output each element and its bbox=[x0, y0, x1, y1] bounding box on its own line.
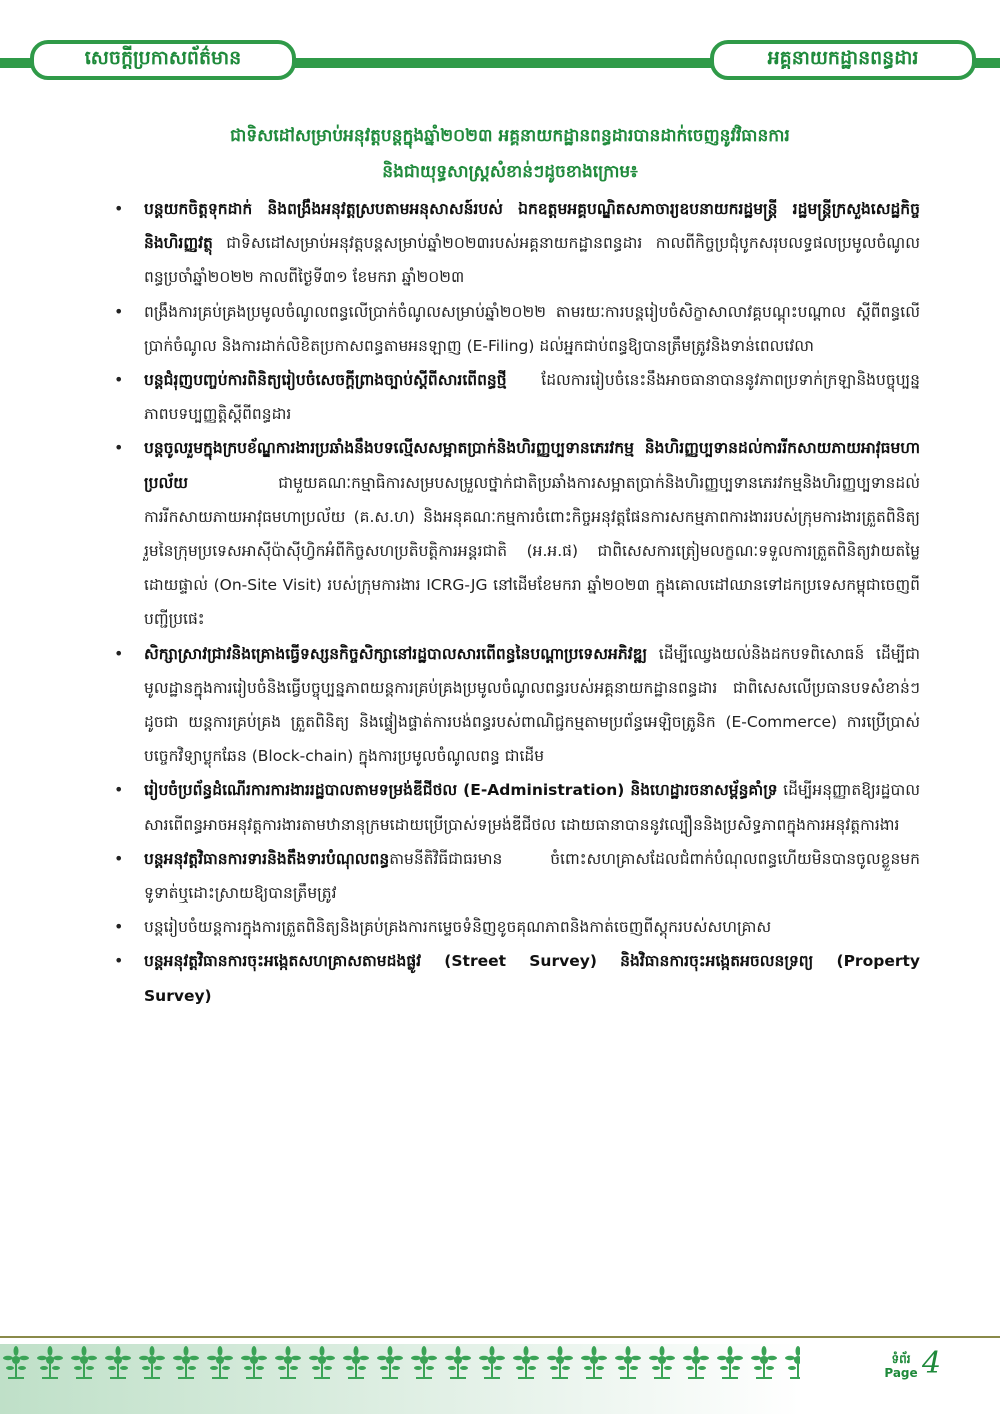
measures-list bbox=[110, 192, 920, 1013]
item-text: ពង្រឹងការគ្រប់គ្រងប្រមូលចំណូលពន្ធលើប្រាក់ចំណូលសម្រាប់ឆ្នាំ២០២២ តាមរយៈការបន្តរៀបចំសិក្ខាសាលាវគ្គបណ្តុះបណ្តាល ស្តីពីពន្ធលើប្រាក់ចំណូល និងការដាក់លិខិតប្រកាសពន្ធតាមអនឡាញ (E-Filing) ដល់អ្នកជាប់ពន្ធឱ្យបានត្រឹមត្រូវនិងទាន់ពេលវេលា bbox=[144, 302, 920, 355]
bullet-icon: • bbox=[114, 780, 124, 800]
intro-line-1: ជាទិសដៅសម្រាប់អនុវត្តបន្តក្នុងឆ្នាំ២០២៣ អគ្គនាយកដ្ឋានពន្ធដារបានដាក់ចេញនូវវិធានការ bbox=[230, 126, 790, 146]
list-item bbox=[110, 773, 920, 841]
ornament-icon bbox=[102, 1344, 134, 1386]
header-tab-department-label: អគ្គនាយកដ្ឋានពន្ធដារ bbox=[767, 47, 919, 69]
ornament-icon bbox=[510, 1344, 542, 1386]
ornament-icon bbox=[306, 1344, 338, 1386]
item-text: ជាមួយគណៈកម្មាធិការសម្របសម្រួលថ្នាក់ជាតិប្រឆាំងការសម្អាតប្រាក់និងហិរញ្ញប្បទានភេរវកម្មនិងហិរញ្ញប្បទានដល់ការរីកសាយភាយអាវុធមហាប្រល័យ (គ.ស.ហ) និងអនុគណៈកម្មការចំពោះកិច្ចអនុវត្តផែនការសកម្មភាពការងាររបស់ក្រុមការងារត្រួតពិនិត្យរួមនៃក្រុមប្រទេសអាស៊ីប៉ាស៊ីហ្វិកអំពីកិច្ចសហប្រតិបត្តិការអន្តរជាតិ (អ.អ.ផ) ជាពិសេសការត្រៀមលក្ខណៈទទួលការត្រួតពិនិត្យវាយតម្លៃដោយផ្ទាល់ (On-Site Visit) របស់ក្រុមការងារ ICRG-JG នៅដើមខែមករា ឆ្នាំ២០២៣ ក្នុងគោលដៅឈានទៅដកប្រទេសកម្ពុជាចេញពីបញ្ជីប្រផេះ bbox=[144, 473, 920, 629]
bullet-icon: • bbox=[114, 917, 124, 937]
list-item bbox=[110, 910, 920, 944]
bullet-icon: • bbox=[114, 438, 124, 458]
item-bold-text: បន្តអនុវត្តវិធានការទារនិងតឹងទារបំណុលពន្ធ bbox=[144, 849, 390, 868]
footer-ornament-row bbox=[0, 1344, 800, 1386]
list-item bbox=[110, 842, 920, 910]
list-item bbox=[110, 431, 920, 636]
item-text: ជាទិសដៅសម្រាប់អនុវត្តបន្តសម្រាប់ឆ្នាំ២០២៣របស់អគ្គនាយកដ្ឋានពន្ធដារ កាលពីកិច្ចប្រជុំបូកសរុបលទ្ធផលប្រមូលចំណូលពន្ធប្រចាំឆ្នាំ២០២២ កាលពីថ្ងៃទី៣១ ខែមករា ឆ្នាំ២០២៣ bbox=[144, 234, 920, 287]
ornament-icon bbox=[646, 1344, 678, 1386]
list-item bbox=[110, 192, 920, 295]
ornament-icon bbox=[782, 1344, 800, 1386]
bullet-icon: • bbox=[114, 643, 124, 663]
header-tab-department bbox=[710, 40, 976, 80]
ornament-icon bbox=[680, 1344, 712, 1386]
item-bold-text: បន្តជំរុញបញ្ចប់ការពិនិត្យរៀបចំសេចក្តីព្រាងច្បាប់ស្តីពីសារពើពន្ធថ្មី bbox=[144, 371, 507, 390]
ornament-icon bbox=[374, 1344, 406, 1386]
page-label-en: Page bbox=[884, 1366, 918, 1380]
page-label-km: ទំព័រ bbox=[891, 1352, 911, 1366]
item-bold-text: រៀបចំប្រព័ន្ធដំណើរការការងាររដ្ឋបាលតាមទម្រង់ឌីជីថល (E-Administration) និងហេដ្ឋារចនាសម្ព័ន្ធគាំទ្រ bbox=[144, 781, 778, 800]
bullet-icon: • bbox=[114, 370, 124, 390]
footer-rule bbox=[0, 1336, 1000, 1338]
header-tab-announcement bbox=[30, 40, 296, 80]
ornament-icon bbox=[612, 1344, 644, 1386]
bullet-icon: • bbox=[114, 301, 124, 321]
ornament-icon bbox=[0, 1344, 32, 1386]
ornament-icon bbox=[748, 1344, 780, 1386]
item-bold-text: បន្តយកចិត្តទុកដាក់ និងពង្រឹងអនុវត្តស្របតាមអនុសាសន៍របស់ ឯកឧត្តមអគ្គបណ្ឌិតសភាចារ្យឧបនាយករដ្ឋមន្ត្រី រដ្ឋមន្ត្រីក្រសួងសេដ្ឋកិច្ចនិងហិរញ្ញវត្ថុ bbox=[144, 200, 920, 253]
page-number: 4 bbox=[922, 1346, 942, 1381]
item-text: បន្តរៀបចំយន្តការក្នុងការត្រួតពិនិត្យនិងគ្រប់គ្រងការកម្ទេចទំនិញខូចគុណភាពនិងកាត់ចេញពីស្តុករបស់សហគ្រាស bbox=[144, 918, 772, 937]
ornament-icon bbox=[476, 1344, 508, 1386]
list-item bbox=[110, 944, 920, 1012]
list-item bbox=[110, 637, 920, 774]
ornament-icon bbox=[170, 1344, 202, 1386]
ornament-icon bbox=[238, 1344, 270, 1386]
ornament-icon bbox=[136, 1344, 168, 1386]
item-bold-text: សិក្សាស្រាវជ្រាវនិងគ្រោងធ្វើទស្សនកិច្ចសិក្សានៅរដ្ឋបាលសារពើពន្ធនៃបណ្តាប្រទេសអភិវឌ្ឍ bbox=[144, 644, 648, 663]
ornament-icon bbox=[272, 1344, 304, 1386]
ornament-icon bbox=[442, 1344, 474, 1386]
ornament-icon bbox=[340, 1344, 372, 1386]
list-item bbox=[110, 363, 920, 431]
ornament-icon bbox=[34, 1344, 66, 1386]
header-tab-announcement-label: សេចក្តីប្រកាសព័ត៌មាន bbox=[84, 47, 242, 69]
item-bold-text: បន្តចូលរួមក្នុងក្របខ័ណ្ឌការងារប្រឆាំងនឹងបទល្មើសសម្អាតប្រាក់និងហិរញ្ញប្បទានភេរវកម្ម និងហិរញ្ញប្បទានដល់ការរីកសាយភាយអាវុធមហាប្រល័យ bbox=[144, 439, 920, 492]
ornament-icon bbox=[544, 1344, 576, 1386]
ornament-icon bbox=[408, 1344, 440, 1386]
list-item bbox=[110, 295, 920, 363]
item-text: ដើម្បីឈ្វេងយល់និងដកបទពិសោធន៍ ដើម្បីជាមូលដ្ឋានក្នុងការរៀបចំនិងធ្វើបច្ចុប្បន្នភាពយន្តការគ្រប់គ្រងប្រមូលចំណូលពន្ធរបស់អគ្គនាយកដ្ឋានពន្ធដារ ជាពិសេសលើប្រធានបទសំខាន់ៗ ដូចជា យន្តការគ្រប់គ្រង ត្រួតពិនិត្យ និងផ្ទៀងផ្ទាត់ការបង់ពន្ធរបស់ពាណិជ្ជកម្មតាមប្រព័ន្ធអេឡិចត្រូនិក (E-Commerce) ការប្រើប្រាស់បច្ចេកវិទ្យាប្លុកឆែន (Block-chain) ក្នុងការប្រមូលចំណូលពន្ធ ជាដើម bbox=[144, 644, 920, 766]
bullet-icon: • bbox=[114, 951, 124, 971]
ornament-icon bbox=[578, 1344, 610, 1386]
intro-line-2: និងជាយុទ្ធសាស្ត្រសំខាន់ៗដូចខាងក្រោម៖ bbox=[382, 162, 638, 182]
item-bold-text: បន្តអនុវត្តវិធានការចុះអង្កេតសហគ្រាសតាមដងផ្លូវ (Street Survey) និងវិធានការចុះអង្កេតអចលនទ្រព្យ (Property Survey) bbox=[144, 952, 920, 1005]
bullet-icon: • bbox=[114, 848, 124, 868]
ornament-icon bbox=[204, 1344, 236, 1386]
ornament-icon bbox=[714, 1344, 746, 1386]
item-text: តាមនីតិវិធីជាធរមាន ចំពោះសហគ្រាសដែលជំពាក់បំណុលពន្ធហើយមិនបានចូលខ្លួនមកទូទាត់ឬដោះស្រាយឱ្យបានត្រឹមត្រូវ bbox=[144, 849, 920, 903]
intro-heading bbox=[110, 118, 910, 190]
ornament-icon bbox=[68, 1344, 100, 1386]
item-text: ដែលការរៀបចំនេះនឹងអាចធានាបាននូវភាពប្រទាក់ក្រឡានិងបច្ចុប្បន្នភាពបទប្បញ្ញត្តិស្តីពីពន្ធដារ bbox=[144, 371, 920, 424]
page-label bbox=[882, 1352, 920, 1380]
item-text: ដើម្បីអនុញ្ញាតឱ្យរដ្ឋបាលសារពើពន្ធអាចអនុវត្តការងារតាមឋានានុក្រមដោយប្រើប្រាស់ទម្រង់ឌីជីថល ដោយធានាបាននូវល្បឿននិងប្រសិទ្ធភាពក្នុងការអនុវត្តការងារ bbox=[144, 781, 920, 834]
bullet-icon: • bbox=[114, 199, 124, 218]
